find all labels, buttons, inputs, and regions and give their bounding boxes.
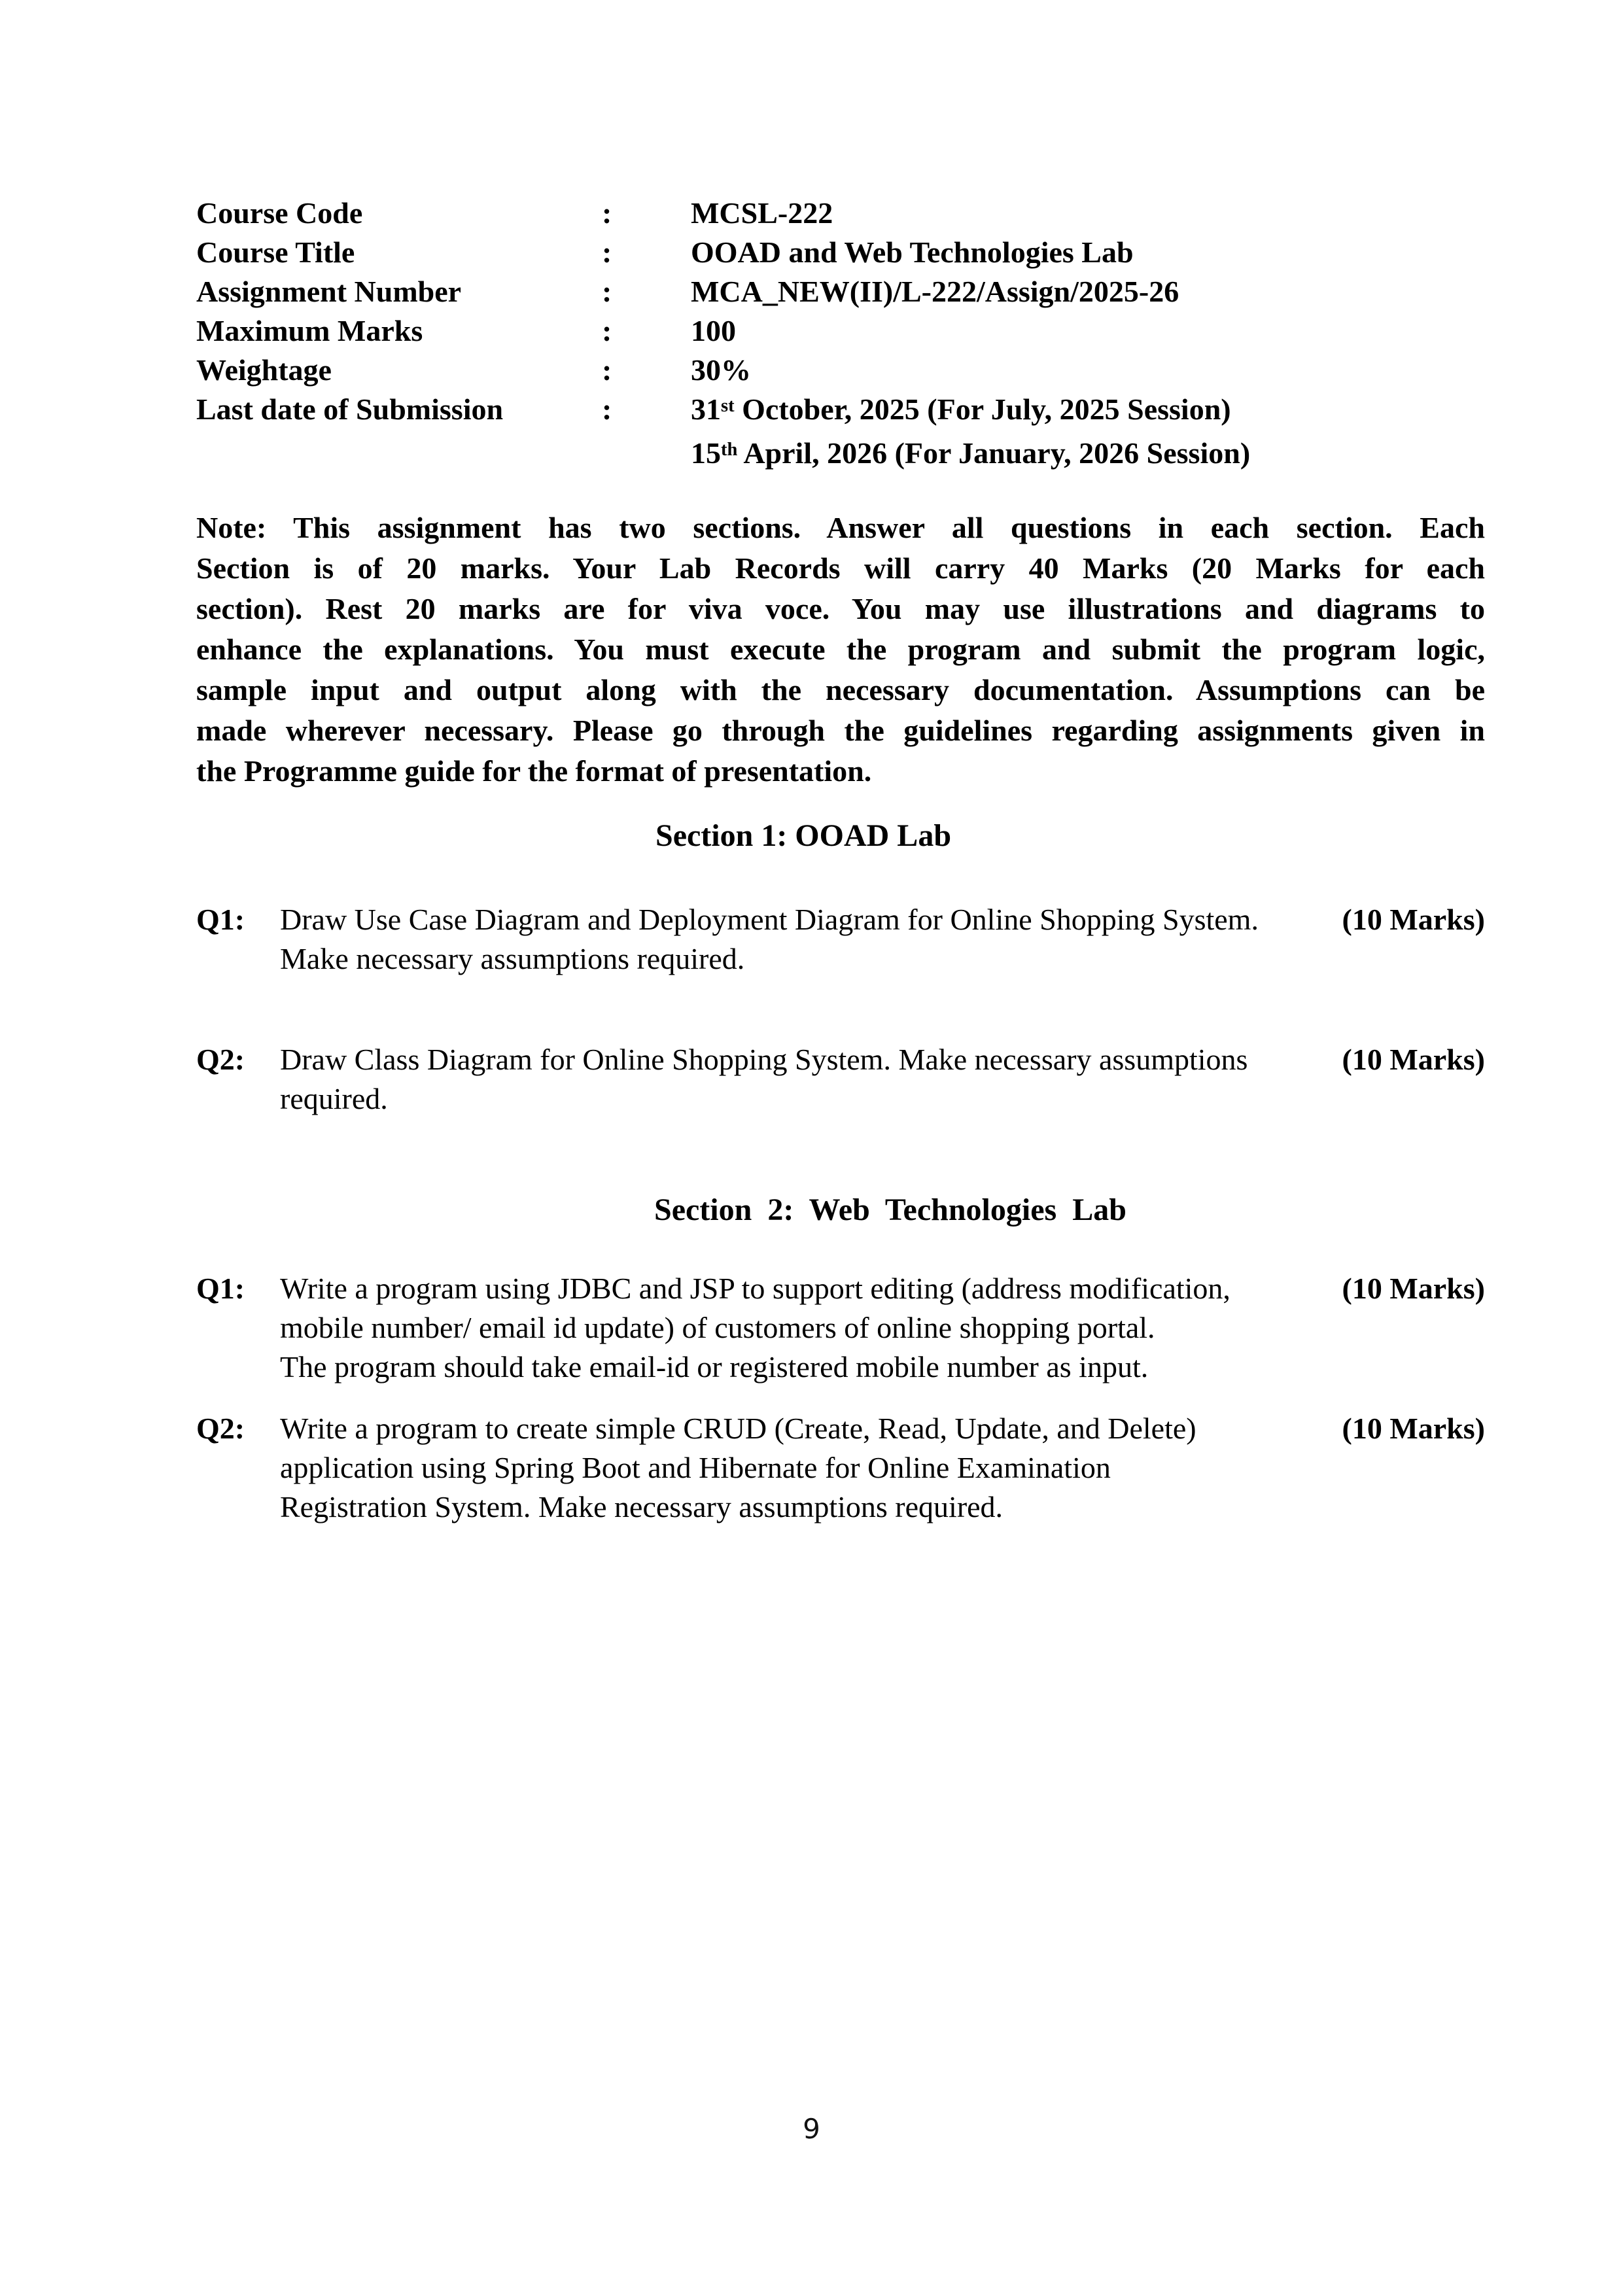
question-line: Registration System. Make necessary assumptions required.	[280, 1490, 1003, 1523]
colon-separator: :	[602, 392, 612, 426]
note-line: Note: This assignment has two sections. Answer all questions in each section. Each	[196, 511, 1485, 544]
ordinal-suffix: st	[721, 396, 735, 417]
marks-badge: (10 Marks)	[1342, 1272, 1485, 1305]
note-line: Section is of 20 marks. Your Lab Records will carry 40 Marks (20 Marks for each	[196, 551, 1485, 585]
course-title-value: OOAD and Web Technologies Lab	[691, 235, 1134, 269]
assignment-number-label: Assignment Number	[196, 275, 462, 308]
question-text	[280, 1040, 1485, 1119]
colon-separator: :	[602, 314, 612, 347]
question-line: Draw Use Case Diagram and Deployment Diagram for Online Shopping System.	[280, 903, 1259, 936]
section2-question1	[196, 1269, 1485, 1387]
section-2-heading: Section 2: Web Technologies Lab	[654, 1192, 1126, 1227]
note-line: the Programme guide for the format of presentation.	[196, 754, 872, 788]
question-line: Write a program to create simple CRUD (Create, Read, Update, and Delete)	[280, 1412, 1196, 1445]
colon-separator: :	[602, 196, 612, 230]
question-line: Write a program using JDBC and JSP to support editing (address modification,	[280, 1272, 1230, 1305]
weightage-row	[196, 351, 1485, 390]
question-text	[280, 1409, 1485, 1527]
ordinal-suffix: th	[721, 440, 738, 461]
assignment-number-row	[196, 272, 1485, 311]
question-line: application using Spring Boot and Hibernate for Online Examination	[280, 1451, 1111, 1484]
marks-badge: (10 Marks)	[1342, 1043, 1485, 1076]
course-title-row	[196, 233, 1485, 272]
section1-question1	[196, 900, 1485, 979]
course-code-row	[196, 194, 1485, 233]
note-paragraph	[196, 508, 1485, 791]
page-number: 9	[803, 2113, 820, 2145]
section1-question2	[196, 1040, 1485, 1119]
note-line: sample input and output along with the necessary documentation. Assumptions can be	[196, 673, 1485, 706]
question-line: The program should take email-id or registered mobile number as input.	[280, 1350, 1149, 1383]
submission-date-july-session: 31st October, 2025 (For July, 2025 Session)	[691, 392, 1231, 426]
maximum-marks-value: 100	[691, 314, 736, 347]
question-label: Q1:	[196, 903, 245, 936]
question-line: Make necessary assumptions required.	[280, 942, 745, 975]
submission-date-january-session: 15th April, 2026 (For January, 2026 Session)	[691, 436, 1251, 470]
question-line: mobile number/ email id update) of customers of online shopping portal.	[280, 1311, 1155, 1344]
question-line: required.	[280, 1082, 388, 1115]
question-line: Draw Class Diagram for Online Shopping System. Make necessary assumptions	[280, 1043, 1248, 1076]
maximum-marks-row	[196, 311, 1485, 351]
weightage-value: 30%	[691, 353, 751, 387]
submission-date-values	[691, 390, 1485, 478]
submission-date-label: Last date of Submission	[196, 392, 504, 426]
submission-date-row	[196, 390, 1485, 478]
course-title-label: Course Title	[196, 235, 355, 269]
question-text	[280, 1269, 1485, 1387]
marks-badge: (10 Marks)	[1342, 1412, 1485, 1445]
colon-separator: :	[602, 235, 612, 269]
assignment-number-value: MCA_NEW(II)/L-222/Assign/2025-26	[691, 275, 1179, 308]
maximum-marks-label: Maximum Marks	[196, 314, 423, 347]
note-line: made wherever necessary. Please go through the guidelines regarding assignments given in	[196, 714, 1485, 747]
section2-question2	[196, 1409, 1485, 1527]
question-label: Q1:	[196, 1272, 245, 1305]
weightage-label: Weightage	[196, 353, 332, 387]
colon-separator: :	[602, 275, 612, 308]
course-info-block	[196, 194, 1485, 478]
question-text	[280, 900, 1485, 979]
note-line: enhance the explanations. You must execute the program and submit the program logic,	[196, 633, 1485, 666]
course-code-value: MCSL-222	[691, 196, 833, 230]
question-label: Q2:	[196, 1412, 245, 1445]
question-label: Q2:	[196, 1043, 245, 1076]
colon-separator: :	[602, 353, 612, 387]
marks-badge: (10 Marks)	[1342, 903, 1485, 936]
course-code-label: Course Code	[196, 196, 363, 230]
note-line: section). Rest 20 marks are for viva voce. You may use illustrations and diagrams to	[196, 592, 1485, 625]
section-1-heading: Section 1: OOAD Lab	[655, 818, 952, 853]
